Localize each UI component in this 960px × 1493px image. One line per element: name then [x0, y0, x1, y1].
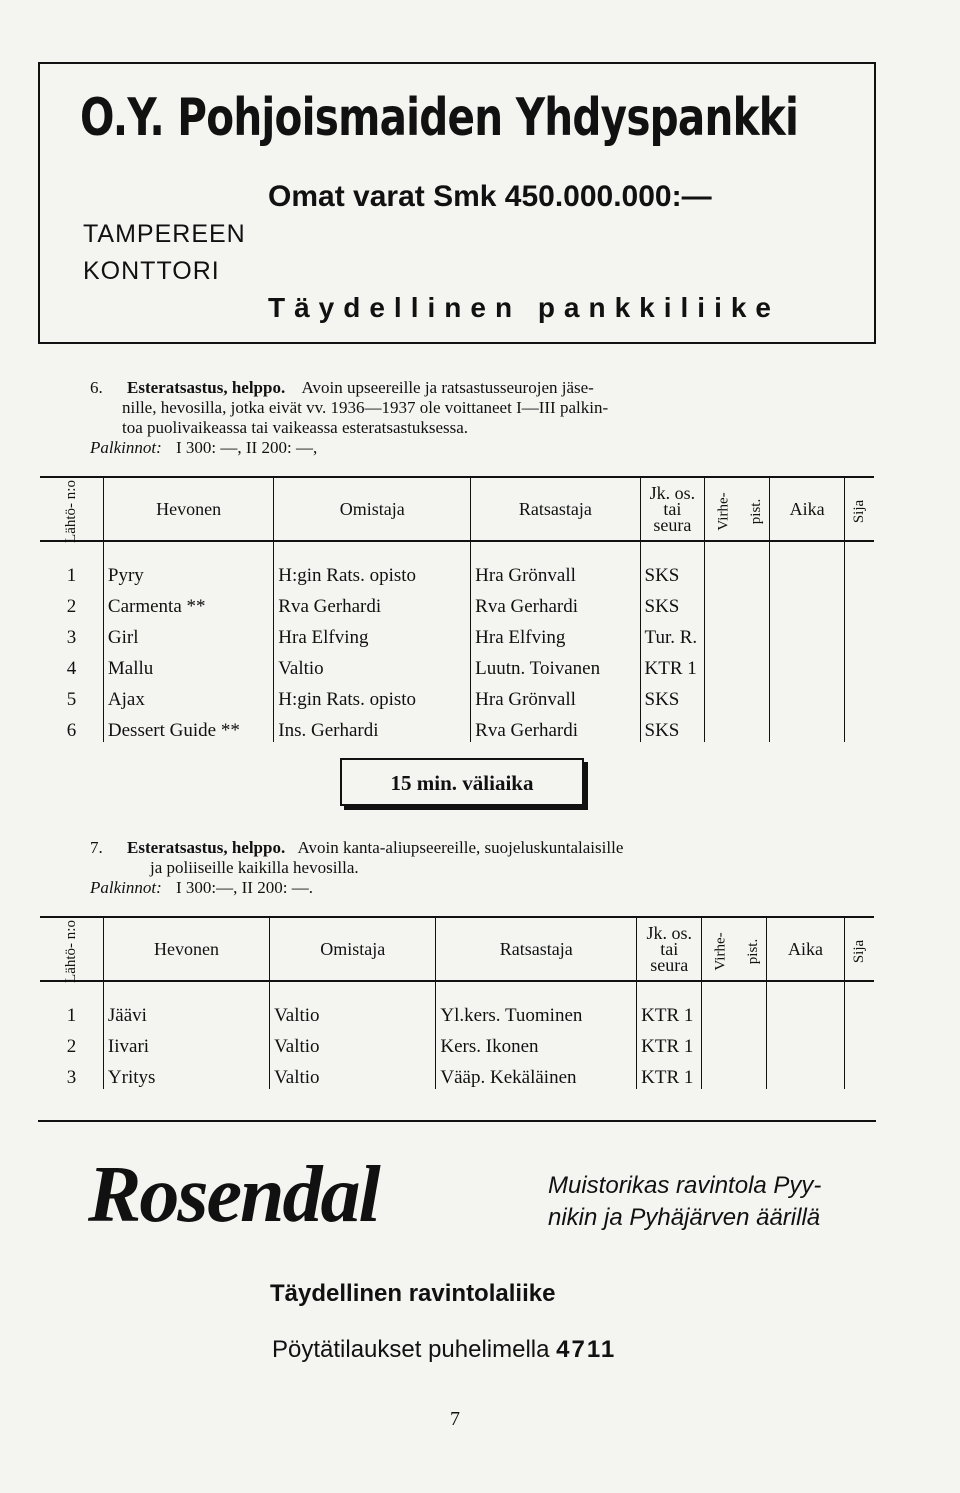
- table-row: 1 Pyry H:gin Rats. opisto Hra Grönvall SKS: [40, 556, 874, 587]
- header-start-no: Lähtö- n:o: [40, 477, 103, 541]
- header-club: Jk. os. tai seura: [640, 477, 705, 541]
- table-row: 2 Carmenta ** Rva Gerhardi Rva Gerhardi SKS: [40, 587, 874, 618]
- header-horse: Hevonen: [103, 477, 273, 541]
- header-place: Sija: [845, 477, 874, 541]
- header-faults: Virhe-: [702, 917, 741, 981]
- table-row: 6 Dessert Guide ** Ins. Gerhardi Rva Gerhardi SKS: [40, 711, 874, 742]
- bank-title: O.Y. Pohjoismaiden Yhdyspankki: [80, 88, 799, 148]
- race6-desc-line2: nille, hevosilla, jotka eivät vv. 1936—1937 ole voittaneet I—III palkin-: [122, 398, 609, 417]
- phone-text: Pöytätilaukset puhelimella: [272, 1336, 550, 1363]
- table-row: 3 Girl Hra Elfving Hra Elfving Tur. R.: [40, 618, 874, 649]
- header-faults-pist: pist.: [744, 477, 770, 541]
- race6-prizes-label: Palkinnot:: [90, 438, 162, 457]
- header-place: Sija: [845, 917, 875, 981]
- table-row: 2 Iivari Valtio Kers. Ikonen KTR 1: [40, 1027, 874, 1058]
- race7-name: Esteratsastus, helppo.: [127, 838, 286, 857]
- race7-header: [90, 838, 850, 898]
- race6-number: 6.: [90, 378, 103, 397]
- bank-slogan: Täydellinen pankkiliike: [268, 292, 781, 323]
- race6-header-row: [40, 477, 874, 541]
- race6-table: [40, 476, 874, 742]
- bank-branch: [83, 216, 246, 290]
- race7-prizes-value: I 300:—, II 200: —.: [176, 878, 313, 897]
- table-row: 5 Ajax H:gin Rats. opisto Hra Grönvall SKS: [40, 680, 874, 711]
- race7-desc-line2: ja poliiseille kaikilla hevosilla.: [150, 858, 359, 877]
- race6-desc-line1: Avoin upseereille ja ratsastusseurojen jäse-: [301, 378, 594, 397]
- restaurant-desc-line2: nikin ja Pyhäjärven äärillä: [548, 1204, 821, 1231]
- bank-capital: Omat varat Smk 450.000.000:—: [268, 180, 712, 213]
- race6-name: Esteratsastus, helppo.: [127, 378, 286, 397]
- table-row: 1 Jäävi Valtio Yl.kers. Tuominen KTR 1: [40, 996, 874, 1027]
- race7-number: 7.: [90, 838, 103, 857]
- restaurant-phone: [272, 1336, 616, 1364]
- header-time: Aika: [769, 477, 844, 541]
- phone-number: 4711: [556, 1336, 617, 1363]
- race6-desc-line3: toa puolivaikeassa tai vaikeassa esteratsastuksessa.: [122, 418, 469, 437]
- header-club: Jk. os. tai seura: [637, 917, 702, 981]
- race6-prizes-value: I 300: —, II 200: —,: [176, 438, 318, 457]
- header-faults-pist: pist.: [741, 917, 767, 981]
- table-row: 4 Mallu Valtio Luutn. Toivanen KTR 1: [40, 649, 874, 680]
- restaurant-ad-frame: [38, 1120, 876, 1122]
- header-horse: Hevonen: [103, 917, 269, 981]
- header-owner: Omistaja: [274, 477, 471, 541]
- bank-branch-line1: TAMPEREEN: [83, 220, 246, 248]
- bank-branch-line2: KONTTORI: [83, 257, 220, 285]
- header-faults: Virhe-: [705, 477, 744, 541]
- table-row: 3 Yritys Valtio Vääp. Kekäläinen KTR 1: [40, 1058, 874, 1089]
- rosendal-logo: Rosendal: [88, 1151, 379, 1239]
- race7-desc-line1: Avoin kanta-aliupseereille, suojeluskuntalaisille: [297, 838, 624, 857]
- restaurant-description: [548, 1170, 848, 1234]
- restaurant-desc-line1: Muistorikas ravintola Pyy-: [548, 1172, 822, 1199]
- race7-header-row: [40, 917, 874, 981]
- race6-header: [90, 378, 850, 458]
- intermission-box: 15 min. väliaika: [340, 758, 584, 806]
- restaurant-slogan: Täydellinen ravintolaliike: [270, 1280, 556, 1307]
- header-rider: Ratsastaja: [471, 477, 640, 541]
- header-rider: Ratsastaja: [436, 917, 637, 981]
- race7-table: [40, 916, 874, 1089]
- race7-prizes-label: Palkinnot:: [90, 878, 162, 897]
- header-time: Aika: [767, 917, 845, 981]
- header-owner: Omistaja: [270, 917, 436, 981]
- header-start-no: Lähtö- n:o: [40, 917, 103, 981]
- page-number: 7: [450, 1408, 460, 1430]
